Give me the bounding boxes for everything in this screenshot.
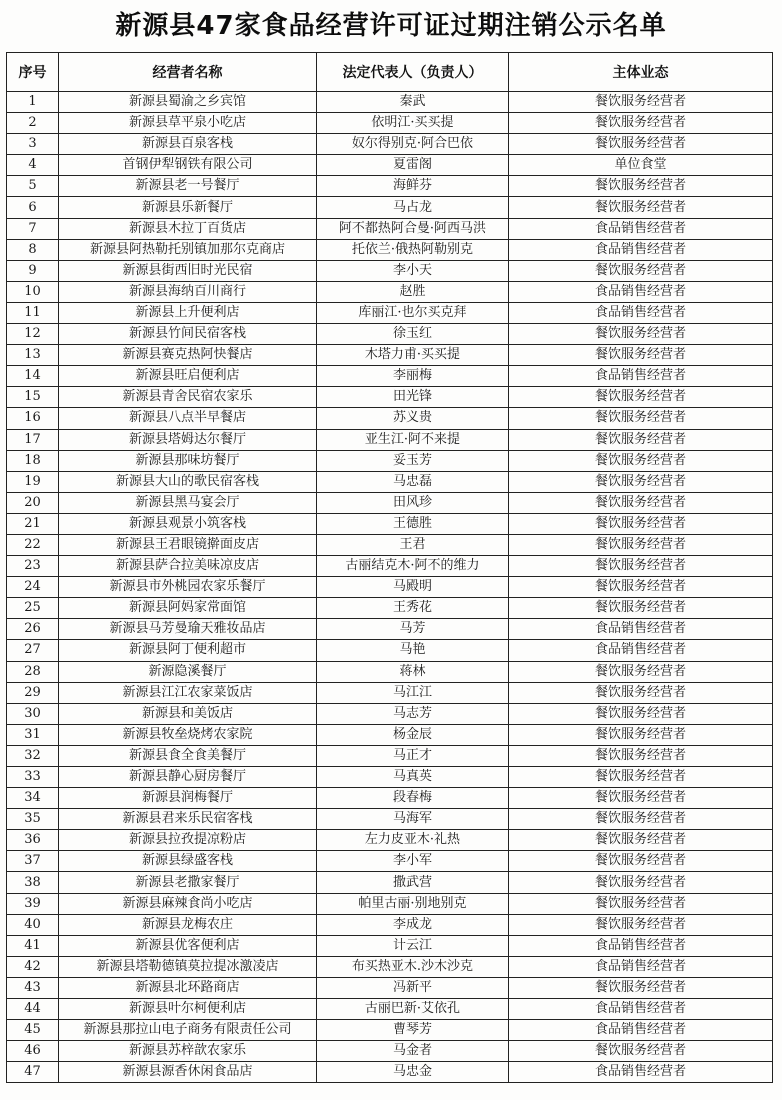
business-type-cell: 餐饮服务经营者 <box>509 851 773 872</box>
legal-representative-cell: 马金者 <box>317 1041 509 1062</box>
serial-number-cell: 19 <box>7 471 59 492</box>
business-type-cell: 餐饮服务经营者 <box>509 1041 773 1062</box>
operator-name-cell: 新源隐溪餐厅 <box>59 661 317 682</box>
business-type-cell: 食品销售经营者 <box>509 1020 773 1041</box>
operator-name-cell: 新源县上升便利店 <box>59 302 317 323</box>
serial-number-cell: 23 <box>7 556 59 577</box>
business-type-cell: 餐饮服务经营者 <box>509 767 773 788</box>
legal-representative-cell: 马真英 <box>317 767 509 788</box>
serial-number-cell: 2 <box>7 113 59 134</box>
table-row <box>7 724 773 745</box>
table-row <box>7 113 773 134</box>
operator-name-cell: 新源县那味坊餐厅 <box>59 450 317 471</box>
operator-name-cell: 新源县苏梓歆农家乐 <box>59 1041 317 1062</box>
operator-name-cell: 新源县竹间民宿客栈 <box>59 324 317 345</box>
operator-name-cell: 新源县百泉客栈 <box>59 134 317 155</box>
legal-representative-cell: 马芳 <box>317 619 509 640</box>
table-row <box>7 745 773 766</box>
operator-name-cell: 新源县拉孜提凉粉店 <box>59 830 317 851</box>
business-type-cell: 餐饮服务经营者 <box>509 893 773 914</box>
table-row <box>7 682 773 703</box>
serial-number-cell: 18 <box>7 450 59 471</box>
business-type-cell: 食品销售经营者 <box>509 935 773 956</box>
operator-name-cell: 新源县马芳曼瑜天雅妆品店 <box>59 619 317 640</box>
legal-representative-cell: 蒋林 <box>317 661 509 682</box>
table-row <box>7 155 773 176</box>
table-row <box>7 534 773 555</box>
table-row <box>7 1062 773 1083</box>
serial-number-cell: 1 <box>7 92 59 113</box>
table-row <box>7 218 773 239</box>
business-type-cell: 食品销售经营者 <box>509 239 773 260</box>
table-header-row <box>7 53 773 92</box>
table-row <box>7 345 773 366</box>
business-type-cell: 餐饮服务经营者 <box>509 788 773 809</box>
operator-name-cell: 首钢伊犁钢铁有限公司 <box>59 155 317 176</box>
table-row <box>7 661 773 682</box>
operator-name-cell: 新源县润梅餐厅 <box>59 788 317 809</box>
legal-representative-cell: 马正才 <box>317 745 509 766</box>
table-body <box>7 92 773 1083</box>
serial-number-cell: 7 <box>7 218 59 239</box>
table-row <box>7 893 773 914</box>
operator-name-cell: 新源县老撒家餐厅 <box>59 872 317 893</box>
business-type-cell: 餐饮服务经营者 <box>509 577 773 598</box>
serial-number-cell: 16 <box>7 408 59 429</box>
table-row <box>7 809 773 830</box>
operator-name-cell: 新源县源香休闲食品店 <box>59 1062 317 1083</box>
table-row <box>7 619 773 640</box>
legal-representative-cell: 王德胜 <box>317 513 509 534</box>
serial-number-cell: 17 <box>7 429 59 450</box>
license-cancellation-table <box>6 52 773 1083</box>
legal-representative-cell: 田风珍 <box>317 492 509 513</box>
business-type-cell: 餐饮服务经营者 <box>509 113 773 134</box>
business-type-cell: 餐饮服务经营者 <box>509 513 773 534</box>
serial-number-cell: 27 <box>7 640 59 661</box>
table-row <box>7 324 773 345</box>
legal-representative-cell: 妥玉芳 <box>317 450 509 471</box>
table-row <box>7 577 773 598</box>
legal-representative-cell: 王秀花 <box>317 598 509 619</box>
table-row <box>7 830 773 851</box>
serial-number-cell: 28 <box>7 661 59 682</box>
legal-representative-cell: 库丽江·也尔买克拜 <box>317 302 509 323</box>
table-row <box>7 134 773 155</box>
business-type-cell: 餐饮服务经营者 <box>509 429 773 450</box>
legal-representative-cell: 马艳 <box>317 640 509 661</box>
table-row <box>7 513 773 534</box>
table-row <box>7 556 773 577</box>
legal-representative-cell: 夏雷阁 <box>317 155 509 176</box>
table-row <box>7 387 773 408</box>
serial-number-cell: 8 <box>7 239 59 260</box>
legal-representative-cell: 马志芳 <box>317 703 509 724</box>
legal-representative-cell: 马海军 <box>317 809 509 830</box>
operator-name-cell: 新源县蜀渝之乡宾馆 <box>59 92 317 113</box>
table-row <box>7 408 773 429</box>
column-header-operator-name: 经营者名称 <box>59 53 317 92</box>
serial-number-cell: 4 <box>7 155 59 176</box>
legal-representative-cell: 托依兰·俄热阿勒别克 <box>317 239 509 260</box>
table-row <box>7 977 773 998</box>
operator-name-cell: 新源县北环路商店 <box>59 977 317 998</box>
operator-name-cell: 新源县老一号餐厅 <box>59 176 317 197</box>
legal-representative-cell: 木塔力甫·买买提 <box>317 345 509 366</box>
table-row <box>7 767 773 788</box>
serial-number-cell: 9 <box>7 260 59 281</box>
serial-number-cell: 42 <box>7 956 59 977</box>
operator-name-cell: 新源县海纳百川商行 <box>59 281 317 302</box>
serial-number-cell: 5 <box>7 176 59 197</box>
operator-name-cell: 新源县和美饭店 <box>59 703 317 724</box>
operator-name-cell: 新源县龙梅农庄 <box>59 914 317 935</box>
serial-number-cell: 37 <box>7 851 59 872</box>
operator-name-cell: 新源县君来乐民宿客栈 <box>59 809 317 830</box>
serial-number-cell: 33 <box>7 767 59 788</box>
operator-name-cell: 新源县木拉丁百货店 <box>59 218 317 239</box>
serial-number-cell: 44 <box>7 999 59 1020</box>
legal-representative-cell: 杨金辰 <box>317 724 509 745</box>
operator-name-cell: 新源县旺启便利店 <box>59 366 317 387</box>
legal-representative-cell: 古丽巴新·艾依孔 <box>317 999 509 1020</box>
business-type-cell: 餐饮服务经营者 <box>509 260 773 281</box>
serial-number-cell: 41 <box>7 935 59 956</box>
table-row <box>7 176 773 197</box>
legal-representative-cell: 李小军 <box>317 851 509 872</box>
business-type-cell: 餐饮服务经营者 <box>509 556 773 577</box>
business-type-cell: 餐饮服务经营者 <box>509 872 773 893</box>
business-type-cell: 餐饮服务经营者 <box>509 408 773 429</box>
legal-representative-cell: 李小天 <box>317 260 509 281</box>
business-type-cell: 餐饮服务经营者 <box>509 92 773 113</box>
serial-number-cell: 22 <box>7 534 59 555</box>
business-type-cell: 食品销售经营者 <box>509 281 773 302</box>
legal-representative-cell: 秦武 <box>317 92 509 113</box>
business-type-cell: 餐饮服务经营者 <box>509 745 773 766</box>
legal-representative-cell: 马占龙 <box>317 197 509 218</box>
legal-representative-cell: 赵胜 <box>317 281 509 302</box>
serial-number-cell: 6 <box>7 197 59 218</box>
business-type-cell: 单位食堂 <box>509 155 773 176</box>
serial-number-cell: 14 <box>7 366 59 387</box>
legal-representative-cell: 计云江 <box>317 935 509 956</box>
legal-representative-cell: 阿不都热阿合曼·阿西马洪 <box>317 218 509 239</box>
business-type-cell: 餐饮服务经营者 <box>509 914 773 935</box>
legal-representative-cell: 马忠金 <box>317 1062 509 1083</box>
business-type-cell: 餐饮服务经营者 <box>509 598 773 619</box>
table-row <box>7 851 773 872</box>
table-row <box>7 872 773 893</box>
legal-representative-cell: 段春梅 <box>317 788 509 809</box>
operator-name-cell: 新源县乐新餐厅 <box>59 197 317 218</box>
serial-number-cell: 25 <box>7 598 59 619</box>
business-type-cell: 食品销售经营者 <box>509 218 773 239</box>
table-row <box>7 239 773 260</box>
table-row <box>7 935 773 956</box>
business-type-cell: 餐饮服务经营者 <box>509 345 773 366</box>
serial-number-cell: 34 <box>7 788 59 809</box>
legal-representative-cell: 左力皮亚木·礼热 <box>317 830 509 851</box>
legal-representative-cell: 李丽梅 <box>317 366 509 387</box>
business-type-cell: 餐饮服务经营者 <box>509 387 773 408</box>
legal-representative-cell: 马江江 <box>317 682 509 703</box>
serial-number-cell: 36 <box>7 830 59 851</box>
business-type-cell: 餐饮服务经营者 <box>509 324 773 345</box>
document-title: 新源县47家食品经营许可证过期注销公示名单 <box>115 11 667 41</box>
business-type-cell: 餐饮服务经营者 <box>509 492 773 513</box>
operator-name-cell: 新源县街西旧时光民宿 <box>59 260 317 281</box>
serial-number-cell: 11 <box>7 302 59 323</box>
business-type-cell: 餐饮服务经营者 <box>509 134 773 155</box>
operator-name-cell: 新源县赛克热阿快餐店 <box>59 345 317 366</box>
table-row <box>7 788 773 809</box>
serial-number-cell: 24 <box>7 577 59 598</box>
table-row <box>7 703 773 724</box>
operator-name-cell: 新源县阿丁便利超市 <box>59 640 317 661</box>
business-type-cell: 食品销售经营者 <box>509 999 773 1020</box>
operator-name-cell: 新源县那拉山电子商务有限责任公司 <box>59 1020 317 1041</box>
business-type-cell: 食品销售经营者 <box>509 956 773 977</box>
table-row <box>7 366 773 387</box>
operator-name-cell: 新源县食全食美餐厅 <box>59 745 317 766</box>
legal-representative-cell: 马忠磊 <box>317 471 509 492</box>
business-type-cell: 餐饮服务经营者 <box>509 682 773 703</box>
serial-number-cell: 39 <box>7 893 59 914</box>
operator-name-cell: 新源县阿热勒托别镇加那尔克商店 <box>59 239 317 260</box>
legal-representative-cell: 李成龙 <box>317 914 509 935</box>
business-type-cell: 餐饮服务经营者 <box>509 661 773 682</box>
operator-name-cell: 新源县王君眼镜擀面皮店 <box>59 534 317 555</box>
operator-name-cell: 新源县麻辣食尚小吃店 <box>59 893 317 914</box>
table-row <box>7 302 773 323</box>
legal-representative-cell: 撒武营 <box>317 872 509 893</box>
serial-number-cell: 12 <box>7 324 59 345</box>
serial-number-cell: 13 <box>7 345 59 366</box>
table-row <box>7 450 773 471</box>
table-row <box>7 598 773 619</box>
legal-representative-cell: 依明江·买买提 <box>317 113 509 134</box>
table-row <box>7 92 773 113</box>
operator-name-cell: 新源县阿妈家常面馆 <box>59 598 317 619</box>
serial-number-cell: 20 <box>7 492 59 513</box>
legal-representative-cell: 亚生江·阿不来提 <box>317 429 509 450</box>
serial-number-cell: 46 <box>7 1041 59 1062</box>
table-row <box>7 1020 773 1041</box>
business-type-cell: 餐饮服务经营者 <box>509 534 773 555</box>
operator-name-cell: 新源县江江农家菜饭店 <box>59 682 317 703</box>
business-type-cell: 餐饮服务经营者 <box>509 197 773 218</box>
legal-representative-cell: 奴尔得别克·阿合巴依 <box>317 134 509 155</box>
column-header-legal-representative: 法定代表人（负责人） <box>317 53 509 92</box>
business-type-cell: 餐饮服务经营者 <box>509 703 773 724</box>
legal-representative-cell: 王君 <box>317 534 509 555</box>
operator-name-cell: 新源县绿盛客栈 <box>59 851 317 872</box>
serial-number-cell: 47 <box>7 1062 59 1083</box>
business-type-cell: 餐饮服务经营者 <box>509 830 773 851</box>
operator-name-cell: 新源县牧垒烧烤农家院 <box>59 724 317 745</box>
serial-number-cell: 40 <box>7 914 59 935</box>
table-row <box>7 956 773 977</box>
legal-representative-cell: 徐玉红 <box>317 324 509 345</box>
business-type-cell: 餐饮服务经营者 <box>509 471 773 492</box>
operator-name-cell: 新源县市外桃园农家乐餐厅 <box>59 577 317 598</box>
serial-number-cell: 32 <box>7 745 59 766</box>
table-row <box>7 914 773 935</box>
operator-name-cell: 新源县大山的歌民宿客栈 <box>59 471 317 492</box>
serial-number-cell: 38 <box>7 872 59 893</box>
operator-name-cell: 新源县八点半早餐店 <box>59 408 317 429</box>
legal-representative-cell: 海鲜芬 <box>317 176 509 197</box>
serial-number-cell: 29 <box>7 682 59 703</box>
serial-number-cell: 35 <box>7 809 59 830</box>
serial-number-cell: 30 <box>7 703 59 724</box>
table-row <box>7 429 773 450</box>
serial-number-cell: 45 <box>7 1020 59 1041</box>
table-row <box>7 260 773 281</box>
serial-number-cell: 21 <box>7 513 59 534</box>
operator-name-cell: 新源县黑马宴会厅 <box>59 492 317 513</box>
business-type-cell: 餐饮服务经营者 <box>509 176 773 197</box>
table-row <box>7 1041 773 1062</box>
business-type-cell: 餐饮服务经营者 <box>509 450 773 471</box>
column-header-business-type: 主体业态 <box>509 53 773 92</box>
serial-number-cell: 10 <box>7 281 59 302</box>
operator-name-cell: 新源县塔姆达尔餐厅 <box>59 429 317 450</box>
operator-name-cell: 新源县观景小筑客栈 <box>59 513 317 534</box>
business-type-cell: 餐饮服务经营者 <box>509 977 773 998</box>
operator-name-cell: 新源县青舍民宿农家乐 <box>59 387 317 408</box>
legal-representative-cell: 苏义贵 <box>317 408 509 429</box>
table-row <box>7 197 773 218</box>
table-row <box>7 492 773 513</box>
business-type-cell: 餐饮服务经营者 <box>509 724 773 745</box>
business-type-cell: 食品销售经营者 <box>509 619 773 640</box>
business-type-cell: 食品销售经营者 <box>509 1062 773 1083</box>
business-type-cell: 食品销售经营者 <box>509 302 773 323</box>
table-row <box>7 999 773 1020</box>
table-row <box>7 640 773 661</box>
operator-name-cell: 新源县静心厨房餐厅 <box>59 767 317 788</box>
operator-name-cell: 新源县叶尔柯便利店 <box>59 999 317 1020</box>
serial-number-cell: 43 <box>7 977 59 998</box>
operator-name-cell: 新源县草平泉小吃店 <box>59 113 317 134</box>
legal-representative-cell: 帕里古丽·别地别克 <box>317 893 509 914</box>
legal-representative-cell: 田光锋 <box>317 387 509 408</box>
legal-representative-cell: 曹琴芳 <box>317 1020 509 1041</box>
legal-representative-cell: 古丽结克木·阿不的维力 <box>317 556 509 577</box>
business-type-cell: 餐饮服务经营者 <box>509 809 773 830</box>
serial-number-cell: 3 <box>7 134 59 155</box>
legal-representative-cell: 马殿明 <box>317 577 509 598</box>
table-row <box>7 281 773 302</box>
column-header-serial-number: 序号 <box>7 53 59 92</box>
legal-representative-cell: 布买热亚木.沙木沙克 <box>317 956 509 977</box>
serial-number-cell: 31 <box>7 724 59 745</box>
serial-number-cell: 26 <box>7 619 59 640</box>
legal-representative-cell: 冯新平 <box>317 977 509 998</box>
business-type-cell: 食品销售经营者 <box>509 640 773 661</box>
operator-name-cell: 新源县萨合拉美味凉皮店 <box>59 556 317 577</box>
operator-name-cell: 新源县塔勒德镇莫拉提冰激凌店 <box>59 956 317 977</box>
table-row <box>7 471 773 492</box>
business-type-cell: 食品销售经营者 <box>509 366 773 387</box>
operator-name-cell: 新源县优客便利店 <box>59 935 317 956</box>
serial-number-cell: 15 <box>7 387 59 408</box>
